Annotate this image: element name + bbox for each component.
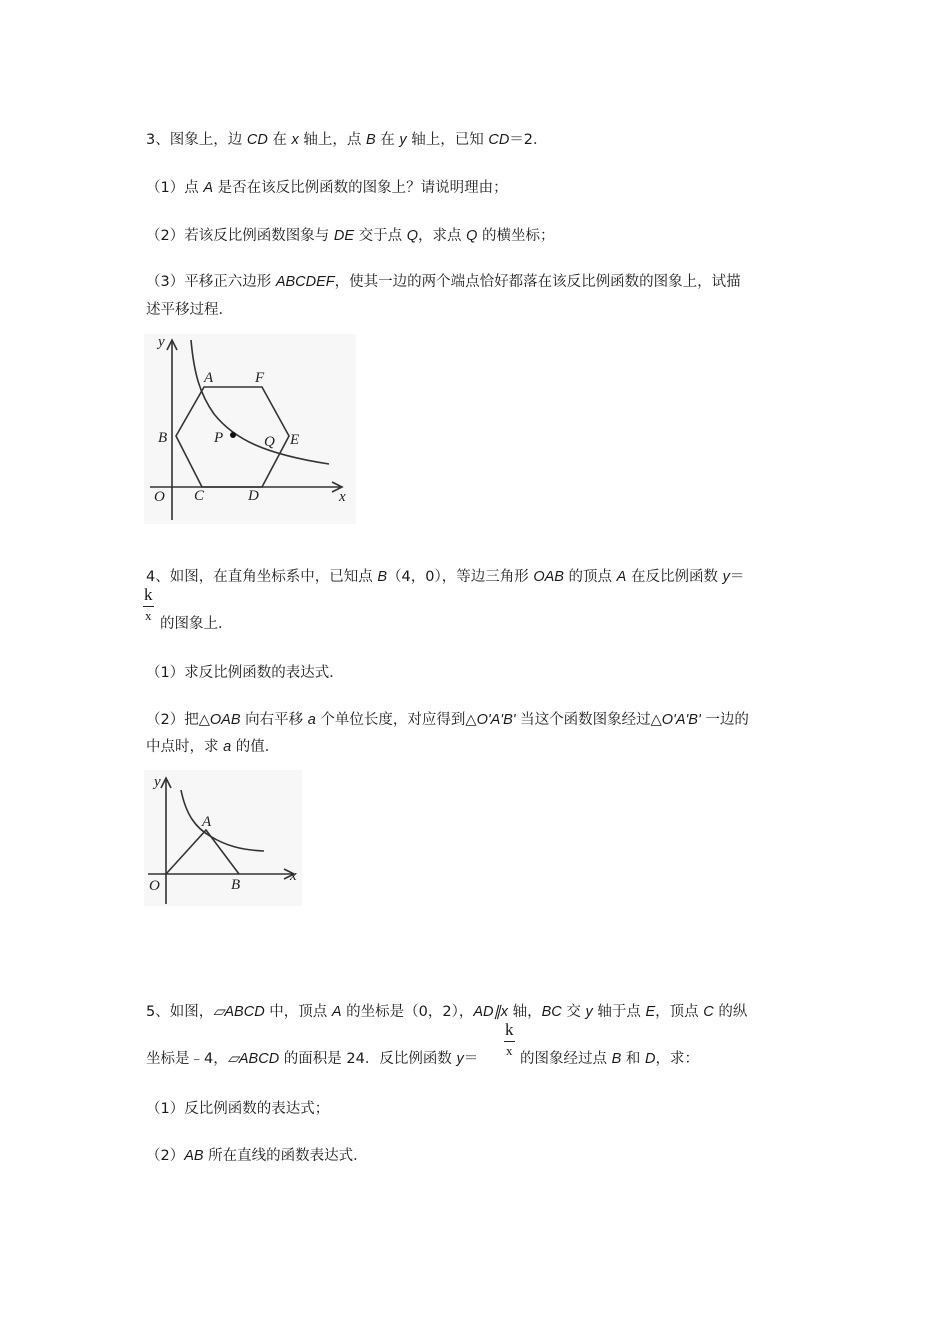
text: 中，顶点 <box>264 1004 332 1020</box>
label-d: D <box>248 488 259 504</box>
text: ，求点 <box>418 228 467 244</box>
var: ▱ABCD <box>213 1004 265 1020</box>
var: a <box>223 739 232 755</box>
fraction-numerator: k <box>504 1020 515 1042</box>
text: 轴于点 <box>592 1004 646 1020</box>
fraction-numerator: k <box>143 585 154 607</box>
text: （4，0），等边三角形 <box>387 569 534 585</box>
var: y <box>722 569 730 585</box>
text: 在 <box>267 132 292 148</box>
text: 的纵 <box>713 1004 748 1020</box>
fraction-denominator: x <box>145 608 152 623</box>
text: 在反比例函数 <box>626 569 723 585</box>
text: 轴， <box>508 1004 542 1020</box>
var: A <box>203 180 214 196</box>
var: O'A'B' <box>476 712 516 728</box>
var: O'A'B' <box>661 712 701 728</box>
var: OAB <box>533 569 564 585</box>
text: （3）平移正六边形 <box>146 274 276 290</box>
var: BC <box>541 1004 562 1020</box>
fraction-denominator: x <box>506 1043 513 1058</box>
var: Q <box>466 228 478 244</box>
var: x <box>291 132 299 148</box>
text: 交 <box>561 1004 586 1020</box>
q3-part3 <box>146 270 741 291</box>
q5-intro-line2 <box>146 1047 478 1068</box>
label-b: B <box>158 430 168 446</box>
text: 5、如图， <box>146 1004 214 1020</box>
text: （2）若该反比例函数图象与 <box>146 228 334 244</box>
label-x: x <box>339 489 346 505</box>
var: A <box>331 1004 342 1020</box>
label-x: x <box>290 868 297 884</box>
text: 的顶点 <box>563 569 617 585</box>
text: 在 <box>375 132 400 148</box>
var: B <box>611 1051 622 1067</box>
text: 个单位长度，对应得到△ <box>315 712 477 728</box>
var: B <box>377 569 388 585</box>
text: （2）把△ <box>146 712 210 728</box>
text: 中点时，求 <box>146 739 224 755</box>
var: B <box>365 132 376 148</box>
text: ＝2． <box>509 132 548 148</box>
var: OAB <box>209 712 241 728</box>
label-y: y <box>154 774 161 790</box>
text: ，顶点 <box>655 1004 704 1020</box>
text: 轴上，已知 <box>406 132 489 148</box>
text: 的坐标是（0，2）， <box>341 1004 474 1020</box>
var: AB <box>184 1148 204 1164</box>
var: D <box>645 1051 656 1067</box>
var: ▱ABCD <box>227 1051 280 1067</box>
text: 轴上，点 <box>298 132 366 148</box>
q5-intro-line2-cont <box>520 1047 699 1068</box>
figure-background <box>144 770 302 906</box>
label-p: P <box>214 430 224 446</box>
var: CD <box>246 132 268 148</box>
var: a <box>307 712 316 728</box>
label-b: B <box>231 877 241 893</box>
var: CD <box>488 132 510 148</box>
q3-figure <box>144 334 356 524</box>
text: （2） <box>146 1148 185 1164</box>
text: 和 <box>621 1051 645 1067</box>
text: ＝ <box>463 1051 479 1067</box>
text: 一边的 <box>700 712 749 728</box>
text: ，使其一边的两个端点恰好都落在该反比例函数的图象上，试描 <box>334 274 741 290</box>
q4-fraction-k-over-x <box>143 585 154 624</box>
var: y <box>456 1051 464 1067</box>
text: 3、图象上，边 <box>146 132 247 148</box>
q3-part2 <box>146 224 555 245</box>
var: E <box>645 1004 656 1020</box>
label-y: y <box>158 334 165 350</box>
text: 的横坐标； <box>477 228 555 244</box>
q4-intro <box>146 565 744 586</box>
text: 的面积是 24．反比例函数 <box>279 1051 457 1067</box>
var: C <box>703 1004 714 1020</box>
q4-part2 <box>146 708 749 729</box>
label-o: O <box>149 878 160 894</box>
text: 当这个函数图象经过△ <box>515 712 662 728</box>
text: 是否在该反比例函数的图象上？请说明理由； <box>213 180 508 196</box>
q5-part2 <box>146 1144 368 1165</box>
q4-part1: （1）求反比例函数的表达式． <box>146 665 344 681</box>
label-o: O <box>154 489 165 505</box>
q5-fraction-k-over-x <box>504 1020 515 1059</box>
label-q: Q <box>264 434 275 450</box>
text: 的值． <box>231 739 280 755</box>
text: 交于点 <box>354 228 407 244</box>
point-p <box>230 432 236 438</box>
text: ，求： <box>655 1051 699 1067</box>
text: 坐标是﹣4， <box>146 1051 228 1067</box>
q5-part1: （1）反比例函数的表达式； <box>146 1101 330 1117</box>
q4-figure <box>144 770 302 906</box>
q5-intro <box>146 1000 747 1021</box>
text: 4、如图，在直角坐标系中，已知点 <box>146 569 378 585</box>
label-a: A <box>202 814 212 830</box>
label-a: A <box>204 370 214 386</box>
var: ABCDEF <box>275 274 335 290</box>
label-e: E <box>290 432 300 448</box>
var: Q <box>406 228 418 244</box>
text: ＝ <box>729 569 745 585</box>
q3-part1 <box>146 176 508 197</box>
text: 所在直线的函数表达式． <box>203 1148 368 1164</box>
q4-part2-cont <box>146 735 279 756</box>
label-f: F <box>255 370 265 386</box>
var: DE <box>333 228 354 244</box>
var: A <box>616 569 627 585</box>
q3-part3-cont: 述平移过程． <box>146 302 233 318</box>
var: y <box>585 1004 593 1020</box>
q4-intro-cont: 的图象上． <box>160 616 233 632</box>
q3-intro <box>146 128 548 149</box>
var: AD∥x <box>473 1004 509 1020</box>
text: 的图象经过点 <box>520 1051 612 1067</box>
var: y <box>399 132 407 148</box>
label-c: C <box>194 488 205 504</box>
text: 向右平移 <box>240 712 308 728</box>
text: （1）点 <box>146 180 204 196</box>
